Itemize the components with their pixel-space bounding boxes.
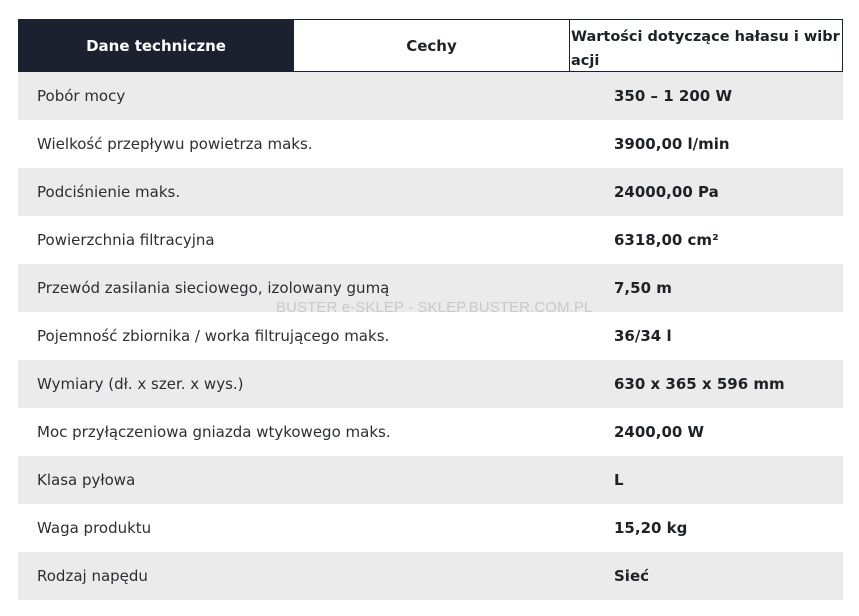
spec-label: Pojemność zbiornika / worka filtrującego maks. (37, 327, 390, 345)
technical-data-table (18, 72, 843, 600)
spec-label: Moc przyłączeniowa gniazda wtykowego maks. (37, 423, 391, 441)
spec-label: Pobór mocy (37, 87, 126, 105)
spec-value: 2400,00 W (614, 423, 705, 441)
tab-noise-vibration[interactable] (569, 19, 843, 72)
table-row (18, 456, 843, 504)
spec-label: Przewód zasilania sieciowego, izolowany gumą (37, 279, 390, 297)
table-row (18, 72, 843, 120)
spec-value: 3900,00 l/min (614, 135, 730, 153)
spec-value: 350 – 1 200 W (614, 87, 732, 105)
table-row (18, 312, 843, 360)
spec-label: Waga produktu (37, 519, 152, 537)
spec-label: Wymiary (dł. x szer. x wys.) (37, 375, 244, 393)
spec-value: 24000,00 Pa (614, 183, 719, 201)
spec-label: Rodzaj napędu (37, 567, 148, 585)
tab-technical-data[interactable] (18, 19, 294, 72)
spec-label: Wielkość przepływu powietrza maks. (37, 135, 313, 153)
table-row (18, 120, 843, 168)
spec-value: 7,50 m (614, 279, 672, 297)
spec-value: 15,20 kg (614, 519, 688, 537)
spec-value: L (614, 471, 624, 489)
spec-label: Powierzchnia filtracyjna (37, 231, 215, 249)
tab-noise-vibration-label: Wartości dotyczące hałasu i wibracji (571, 29, 840, 69)
table-row (18, 216, 843, 264)
table-row (18, 264, 843, 312)
table-row (18, 504, 843, 552)
table-row (18, 552, 843, 600)
tab-features[interactable] (294, 19, 569, 72)
table-row (18, 360, 843, 408)
tab-features-label: Cechy (406, 36, 457, 55)
spec-label: Podciśnienie maks. (37, 183, 181, 201)
spec-value: 6318,00 cm² (614, 231, 719, 249)
table-row (18, 408, 843, 456)
spec-value: 36/34 l (614, 327, 672, 345)
spec-value: 630 x 365 x 596 mm (614, 375, 785, 393)
tab-technical-data-label: Dane techniczne (86, 36, 226, 55)
watermark: BUSTER e-SKLEP - SKLEP.BUSTER.COM.PL (276, 299, 593, 316)
table-row (18, 168, 843, 216)
spec-label: Klasa pyłowa (37, 471, 136, 489)
spec-tabs (18, 19, 843, 72)
spec-value: Sieć (614, 567, 650, 585)
